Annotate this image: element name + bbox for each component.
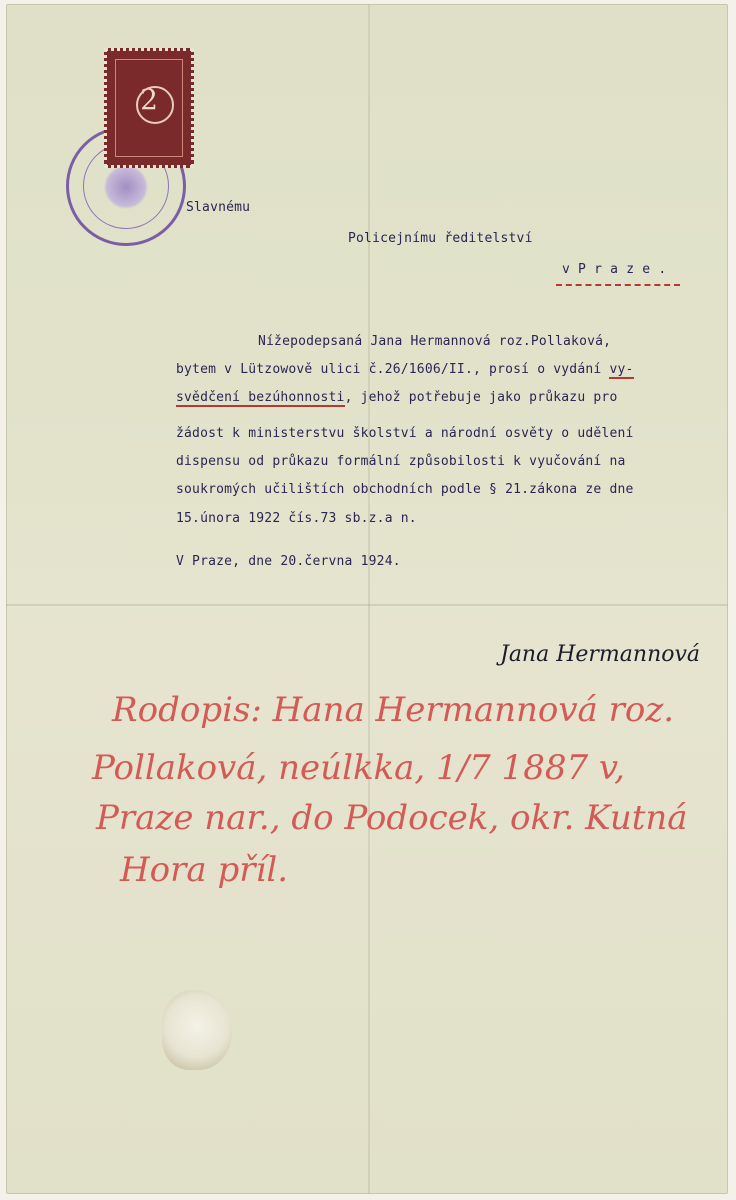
annotation-line-4: Hora příl. <box>120 850 289 890</box>
paper-stain <box>162 990 232 1070</box>
annotation-line-2: Pollaková, neúlkka, 1/7 1887 v, <box>92 748 625 788</box>
body-line-5: dispensu od průkazu formální způsobilosti k vyučování na <box>176 454 626 469</box>
address-line-3: v P r a z e . <box>562 262 667 277</box>
stamp-frame <box>115 59 183 157</box>
address-underline <box>556 284 680 286</box>
stamp-ring-icon <box>136 86 174 124</box>
address-line-1: Slavnému <box>186 200 251 215</box>
stamp-value: 2 <box>140 83 158 116</box>
vertical-fold <box>368 4 370 1194</box>
annotation-line-3: Praze nar., do Podocek, okr. Kutná <box>96 798 688 838</box>
body-line-4: žádost k ministerstvu školství a národní osvěty o udělení <box>176 426 634 441</box>
body-line-6: soukromých učilištích obchodních podle § 21.zákona ze dne <box>176 482 634 497</box>
body-line-2-underlined: vy- <box>609 362 634 377</box>
body-line-3-text: , jehož potřebuje jako průkazu pro <box>344 390 618 405</box>
horizontal-fold <box>6 604 728 606</box>
body-line-1: Nížepodepsaná Jana Hermannová roz.Pollaková, <box>258 334 612 349</box>
seal-emblem-icon <box>103 165 149 209</box>
body-line-2 <box>176 362 634 377</box>
address-line-2: Policejnímu ředitelství <box>348 231 533 246</box>
body-line-3-underlined: svědčení bezúhonnosti <box>176 390 345 405</box>
annotation-line-1: Rodopis: Hana Hermannová roz. <box>112 690 675 730</box>
body-line-7: 15.února 1922 čís.73 sb.z.a n. <box>176 511 417 526</box>
body-line-2-text: bytem v Lützowově ulici č.26/1606/II., prosí o vydání <box>176 362 610 377</box>
date-line: V Praze, dne 20.června 1924. <box>176 554 401 569</box>
revenue-stamp <box>104 48 194 168</box>
signature: Jana Hermannová <box>500 642 701 667</box>
body-line-3 <box>176 390 617 405</box>
